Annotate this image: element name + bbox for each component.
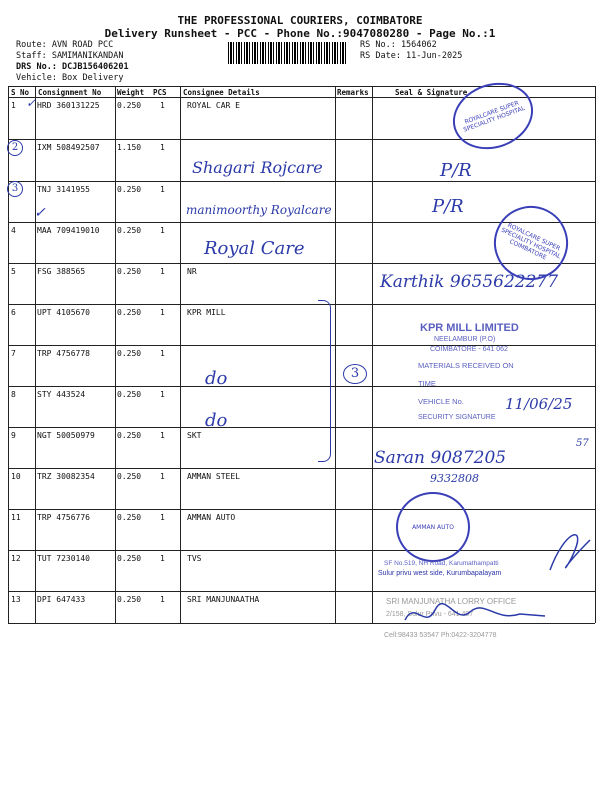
amman-address-1: SF No.519, NH Road, Karumathampatti bbox=[384, 560, 499, 567]
rs-number: RS No.: 1564062 bbox=[360, 40, 437, 50]
kpr-stamp-time: TIME bbox=[418, 379, 436, 388]
row-sno: 12 bbox=[11, 554, 21, 563]
col-sno: S No bbox=[11, 88, 30, 97]
kpr-stamp-city: COIMBATORE - 641 062 bbox=[430, 346, 508, 353]
amman-auto-stamp: AMMAN AUTO bbox=[396, 492, 470, 562]
tick-mark-icon: ✓ bbox=[34, 205, 46, 221]
handwritten-ditto-row7: do bbox=[205, 368, 228, 389]
handwritten-ditto-row8: do bbox=[205, 410, 228, 431]
circled-sno-3: 3 bbox=[7, 181, 23, 197]
row-pcs: 1 bbox=[160, 431, 165, 440]
handwritten-date: 11/06/25 bbox=[505, 395, 573, 413]
row-pcs: 1 bbox=[160, 143, 165, 152]
row-consignment: FSG 388565 bbox=[37, 267, 86, 276]
row-consignment: STY 443524 bbox=[37, 390, 86, 399]
row-pcs: 1 bbox=[160, 101, 165, 110]
row-sno: 10 bbox=[11, 472, 21, 481]
row-sno: 9 bbox=[11, 431, 16, 440]
sri-manjunatha-stamp-address: 2/158, Sulur Privu - 641 407 bbox=[386, 611, 474, 618]
staff: Staff: SAMIMANIKANDAN bbox=[16, 51, 124, 61]
handwritten-receiver-row4: Royal Care bbox=[204, 238, 305, 259]
row-weight: 0.250 bbox=[117, 267, 142, 276]
row-consignment: TRP 4756778 bbox=[37, 349, 90, 358]
row-weight: 0.250 bbox=[117, 349, 142, 358]
col-consignment: Consignment No bbox=[38, 88, 102, 97]
handwritten-number-row9: 57 bbox=[576, 438, 589, 449]
remark-circled-count: 3 bbox=[343, 364, 367, 384]
handwritten-number-row10: 9332808 bbox=[430, 472, 479, 485]
row-pcs: 1 bbox=[160, 390, 165, 399]
row-weight: 0.250 bbox=[117, 431, 142, 440]
handwritten-signature-row9: Saran 9087205 bbox=[374, 448, 507, 468]
kpr-stamp-received: MATERIALS RECEIVED ON bbox=[418, 361, 514, 370]
row-pcs: 1 bbox=[160, 226, 165, 235]
col-remarks: Remarks bbox=[337, 88, 369, 97]
row-weight: 0.250 bbox=[117, 226, 142, 235]
row-pcs: 1 bbox=[160, 308, 165, 317]
row-sno: 13 bbox=[11, 595, 21, 604]
row-weight: 0.250 bbox=[117, 185, 142, 194]
runsheet-subtitle: Delivery Runsheet - PCC - Phone No.:9047080280 - Page No.:1 bbox=[104, 27, 496, 40]
row-pcs: 1 bbox=[160, 595, 165, 604]
row-consignee: SRI MANJUNAATHA bbox=[187, 595, 260, 604]
row-weight: 0.250 bbox=[117, 472, 142, 481]
amman-address-2: Sulur privu west side, Kurumbapalayam bbox=[378, 570, 502, 577]
kpr-stamp-security: SECURITY SIGNATURE bbox=[418, 414, 496, 421]
row-sno: 4 bbox=[11, 226, 16, 235]
row-consignment: HRD 360131225 bbox=[37, 101, 100, 110]
row-consignment: TNJ 3141955 bbox=[37, 185, 90, 194]
row-sno: 7 bbox=[11, 349, 16, 358]
row-pcs: 1 bbox=[160, 554, 165, 563]
rs-date: RS Date: 11-Jun-2025 bbox=[360, 51, 463, 61]
handwritten-pr-1: P/R bbox=[440, 160, 472, 181]
drs-number: DRS No.: DCJB156406201 bbox=[16, 62, 129, 72]
row-sno: 6 bbox=[11, 308, 16, 317]
barcode bbox=[228, 42, 348, 64]
row-weight: 0.250 bbox=[117, 554, 142, 563]
row-consignee: SKT bbox=[187, 431, 202, 440]
row-sno: 1 bbox=[11, 101, 16, 110]
circled-sno-2: 2 bbox=[7, 140, 23, 156]
row-sno: 11 bbox=[11, 513, 21, 522]
col-pcs: PCS bbox=[153, 88, 167, 97]
kpr-stamp-vehicle: VEHICLE No. bbox=[418, 397, 464, 406]
row-weight: 0.250 bbox=[117, 595, 142, 604]
row-pcs: 1 bbox=[160, 513, 165, 522]
bracket-mark bbox=[318, 300, 331, 462]
row-consignee: AMMAN AUTO bbox=[187, 513, 236, 522]
company-title: THE PROFESSIONAL COURIERS, COIMBATORE bbox=[177, 14, 423, 27]
row-weight: 0.250 bbox=[117, 513, 142, 522]
col-weight: Weight bbox=[117, 88, 145, 97]
row-consignee: TVS bbox=[187, 554, 202, 563]
hospital-stamp-2: ROYALCARE SUPER SPECIALITY HOSPITAL COIMBATORE bbox=[482, 194, 580, 292]
route: Route: AVN ROAD PCC bbox=[16, 40, 114, 50]
row-consignment: TRZ 30082354 bbox=[37, 472, 95, 481]
row-sno: 8 bbox=[11, 390, 16, 399]
row-consignee: ROYAL CAR E bbox=[187, 101, 240, 110]
row-consignment: NGT 50050979 bbox=[37, 431, 95, 440]
row-consignment: TRP 4756776 bbox=[37, 513, 90, 522]
row-pcs: 1 bbox=[160, 267, 165, 276]
row-consignee: NR bbox=[187, 267, 197, 276]
row-consignment: MAA 709419010 bbox=[37, 226, 100, 235]
col-consignee: Consignee Details bbox=[183, 88, 260, 97]
vehicle: Vehicle: Box Delivery bbox=[16, 73, 124, 83]
handwritten-pr-2: P/R bbox=[432, 196, 464, 217]
kpr-stamp-place: NEELAMBUR (P.O) bbox=[434, 336, 496, 343]
row-consignment: UPT 4105670 bbox=[37, 308, 90, 317]
col-signature: Seal & Signature bbox=[395, 88, 468, 97]
row-pcs: 1 bbox=[160, 185, 165, 194]
signature-scribble bbox=[545, 520, 595, 580]
row-consignment: DPI 647433 bbox=[37, 595, 86, 604]
hospital-stamp-1: ROYALCARE SUPER SPECIALITY HOSPITAL bbox=[444, 72, 543, 160]
row-pcs: 1 bbox=[160, 472, 165, 481]
row-consignment: TUT 7230140 bbox=[37, 554, 90, 563]
handwritten-receiver-row2: Shagari Rojcare bbox=[192, 158, 323, 177]
row-consignee: KPR MILL bbox=[187, 308, 226, 317]
row-consignee: AMMAN STEEL bbox=[187, 472, 240, 481]
row-weight: 0.250 bbox=[117, 390, 142, 399]
sri-manjunatha-stamp-title: SRI MANJUNATHA LORRY OFFICE bbox=[386, 597, 517, 606]
row-weight: 0.250 bbox=[117, 101, 142, 110]
row-consignment: IXM 508492507 bbox=[37, 143, 100, 152]
handwritten-signature-row5: Karthik 9655622277 bbox=[380, 272, 559, 292]
tick-mark-icon: ✓ bbox=[26, 96, 37, 110]
handwritten-receiver-row3: manimoorthy Royalcare bbox=[186, 203, 332, 217]
row-pcs: 1 bbox=[160, 349, 165, 358]
kpr-stamp-title: KPR MILL LIMITED bbox=[420, 322, 519, 334]
row-sno: 5 bbox=[11, 267, 16, 276]
row-weight: 1.150 bbox=[117, 143, 142, 152]
signature-scribble bbox=[400, 600, 550, 630]
sri-manjunatha-stamp-phone: Cell:98433 53547 Ph:0422-3204778 bbox=[384, 632, 497, 639]
row-weight: 0.250 bbox=[117, 308, 142, 317]
